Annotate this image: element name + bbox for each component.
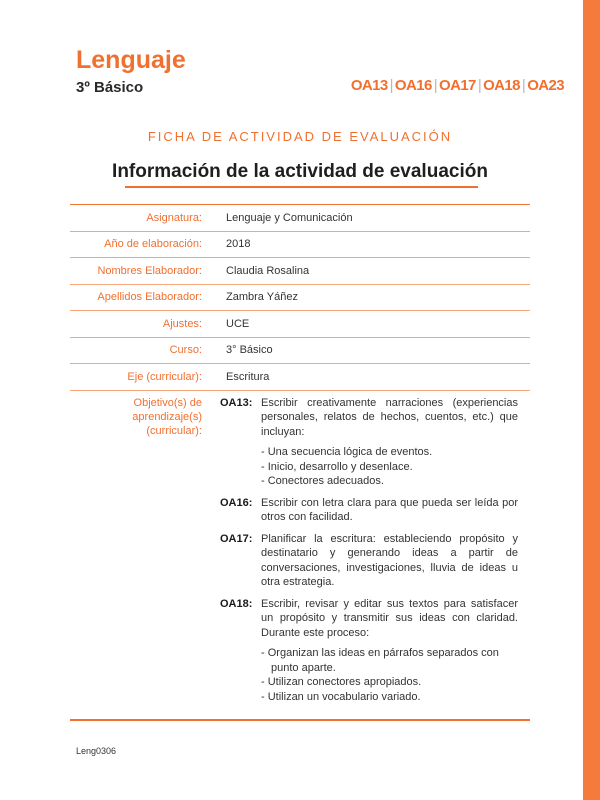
bullet-item: - Utilizan conectores apropiados. [261, 675, 518, 690]
objective-item [220, 532, 518, 590]
row-label: Apellidos Elaborador: [97, 291, 202, 304]
objectives-label [70, 396, 202, 712]
objective-bullets [261, 646, 518, 704]
table-row [70, 338, 530, 365]
objective-description: Escribir, revisar y editar sus textos para satisfacer un propósito y transmitir sus ideas con claridad. Durante este proceso: [261, 597, 518, 639]
objective-code: OA13: [220, 396, 253, 409]
bullet-item: - Utilizan un vocabulario variado. [261, 690, 518, 705]
row-value: Escritura [226, 370, 270, 383]
side-accent-bar [583, 0, 600, 800]
row-label: Nombres Elaborador: [97, 264, 202, 277]
oa-codes-header [351, 77, 564, 94]
objective-item [220, 396, 518, 489]
objective-item [220, 597, 518, 705]
objectives-label-line: (curricular): [146, 424, 202, 437]
objective-text [261, 597, 518, 705]
separator: | [477, 77, 482, 94]
row-value: Lenguaje y Comunicación [226, 211, 353, 224]
page-title: Información de la actividad de evaluación [112, 161, 488, 182]
table-row [70, 285, 530, 312]
separator: | [521, 77, 526, 94]
objective-text [261, 532, 518, 590]
objective-item [220, 496, 518, 525]
table-row [70, 364, 530, 391]
row-label: Ajustes: [162, 317, 202, 330]
table-row [70, 205, 530, 232]
table-row [70, 232, 530, 259]
row-value: 3° Básico [226, 344, 273, 357]
row-label: Curso: [169, 344, 202, 357]
bullet-item: - Una secuencia lógica de eventos. [261, 445, 518, 460]
title-underline [125, 186, 478, 188]
oa-code-tag: OA17 [439, 77, 476, 94]
objectives-label-line: aprendizaje(s) [132, 410, 202, 423]
subject-title: Lenguaje [76, 46, 186, 74]
objectives-label-line: Objetivo(s) de [133, 396, 202, 409]
separator: | [433, 77, 438, 94]
sheet-label: FICHA DE ACTIVIDAD DE EVALUACIÓN [147, 129, 453, 144]
row-value: UCE [226, 317, 250, 330]
row-value: Zambra Yáñez [226, 291, 298, 304]
bullet-item: - Inicio, desarrollo y desenlace. [261, 460, 518, 475]
table-row [70, 311, 530, 338]
row-label: Eje (curricular): [127, 370, 202, 383]
grade-label: 3º Básico [76, 79, 144, 96]
row-label: Año de elaboración: [104, 238, 202, 251]
objectives-row [70, 391, 530, 722]
oa-code-tag: OA23 [527, 77, 564, 94]
objective-code: OA16: [220, 496, 253, 509]
row-value: Claudia Rosalina [226, 264, 310, 277]
objective-description: Escribir creativamente narraciones (experiencias personales, relatos de hechos, cuentos, etc.) que incluyan: [261, 396, 518, 438]
objective-description: Planificar la escritura: estableciendo propósito y destinatario y generando ideas a partir de conversaciones, investigaciones, lluvia de ideas u otra estrategia. [261, 532, 518, 588]
document-code: Leng0306 [76, 746, 117, 756]
objective-text [261, 396, 518, 489]
bullet-item: - Organizan las ideas en párrafos separados con punto aparte. [261, 646, 518, 675]
objective-description: Escribir con letra clara para que pueda ser leída por otros con facilidad. [261, 496, 518, 523]
objective-code: OA18: [220, 597, 253, 610]
separator: | [389, 77, 393, 94]
objective-text [261, 496, 518, 525]
oa-code-tag: OA18 [483, 77, 520, 94]
objective-bullets [261, 445, 518, 489]
table-row [70, 258, 530, 285]
row-value: 2018 [226, 238, 251, 251]
oa-code-tag: OA16 [394, 77, 432, 94]
row-label: Asignatura: [146, 211, 202, 224]
objectives-list [220, 396, 518, 712]
bullet-item: - Conectores adecuados. [261, 474, 518, 489]
oa-code-tag: OA13 [350, 77, 388, 94]
info-table [70, 204, 530, 721]
objective-code: OA17: [220, 532, 253, 545]
